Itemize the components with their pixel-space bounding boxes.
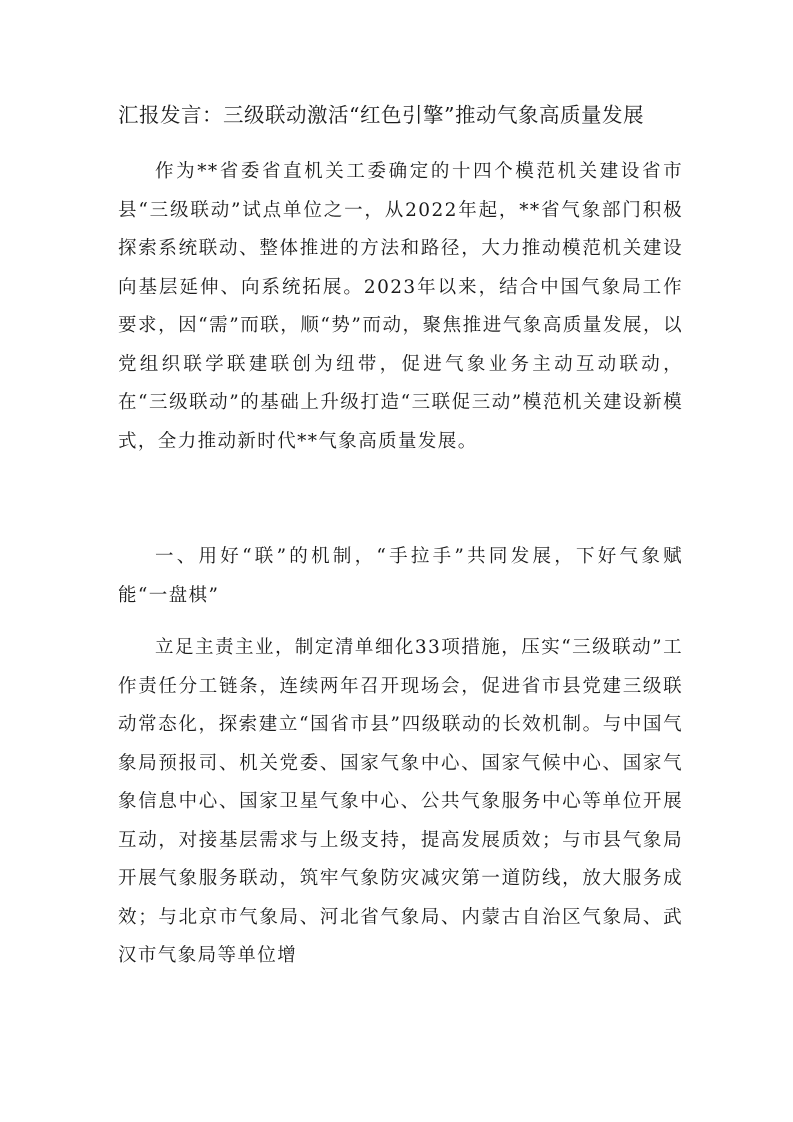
section-heading-1: 一、用好“联”的机制，“手拉手”共同发展，下好气象赋能“一盘棋” xyxy=(118,546,683,606)
section-1-body: 立足主责主业，制定清单细化33项措施，压实“三级联动”工作责任分工链条，连续两年召开现场会，促进省市县党建三级联动常态化，探索建立“国省市县”四级联动的长效机制。与中国气象局预报司、机关党委、国家气象中心、国家气候中心、国家气象信息中心、国家卫星气象中心、公共气象服务中心等单位开展互动，对接基层需求与上级支持，提高发展质效；与市县气象局开展气象服务联动，筑牢气象防灾减灾第一道防线，放大服务成效；与北京市气象局、河北省气象局、内蒙古自治区气象局、武汉市气象局等单位增 xyxy=(118,637,683,966)
document-title: 汇报发言：三级联动激活“红色引擎”推动气象高质量发展 xyxy=(118,103,644,127)
intro-paragraph: 作为**省委省直机关工委确定的十四个模范机关建设省市县“三级联动”试点单位之一，从2022年起，**省气象部门积极探索系统联动、整体推进的方法和路径，大力推动模范机关建设向基层延伸、向系统拓展。2023年以来，结合中国气象局工作要求，因“需”而联，顺“势”而动，聚焦推进气象高质量发展，以党组织联学联建联创为纽带，促进气象业务主动互动联动，在“三级联动”的基础上升级打造“三联促三动”模范机关建设新模式，全力推动新时代**气象高质量发展。 xyxy=(118,161,683,452)
